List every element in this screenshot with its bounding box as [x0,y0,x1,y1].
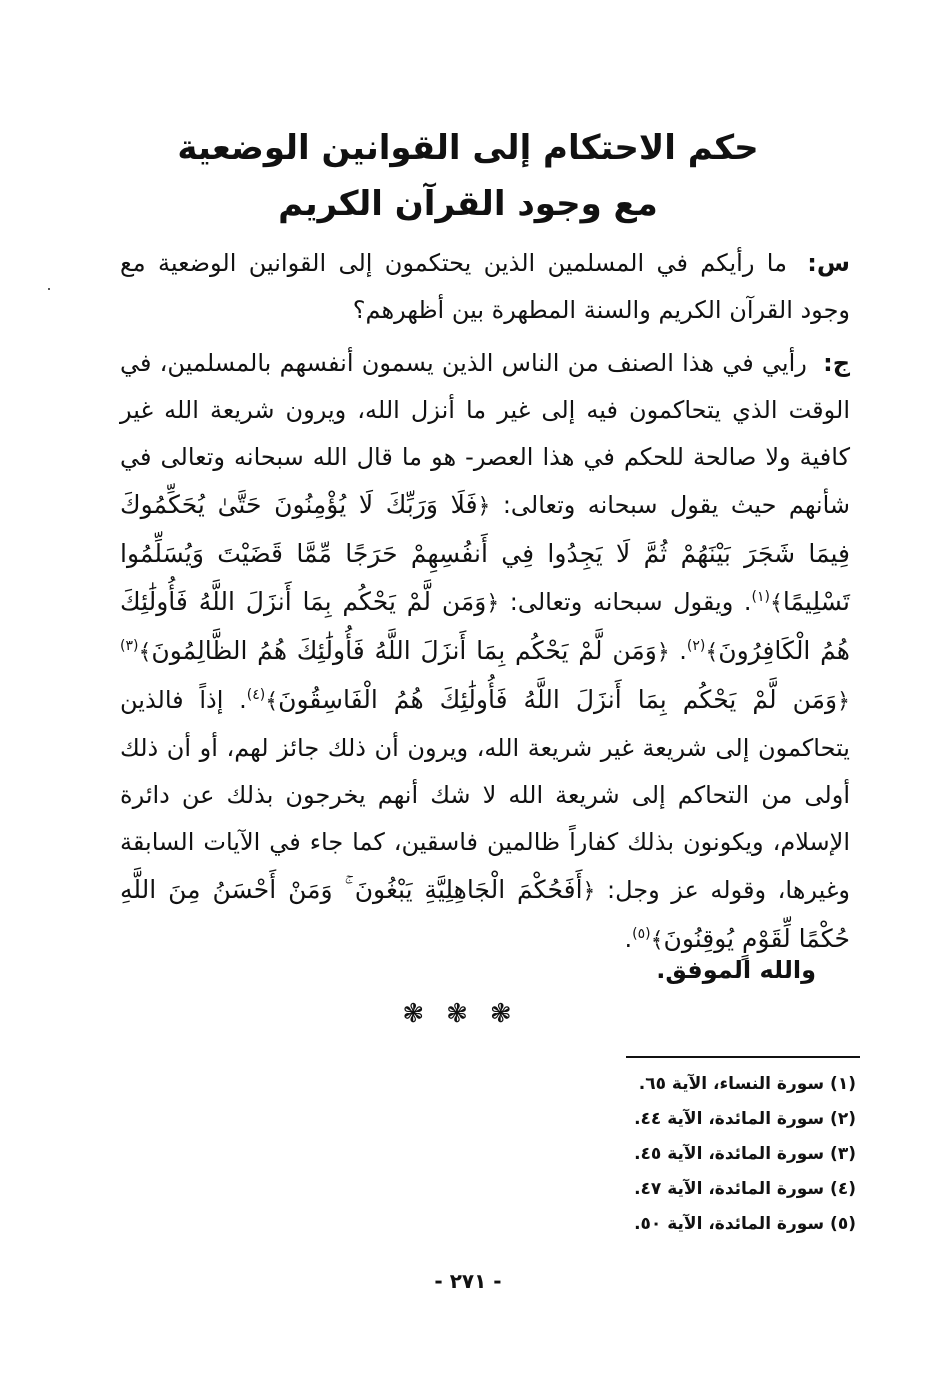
scan-speck [48,288,50,290]
verse-bracket-close: ﴾ [265,689,279,714]
section-separator: ❃❃❃ [402,999,534,1029]
footnote-ref-4: (٤) [246,687,266,703]
answer-paragraph [120,340,850,964]
verse-bracket-open: ﴿ [486,591,500,616]
verse-bracket-close: ﴾ [650,928,664,953]
question-text: ما رأيكم في المسلمين الذين يحتكمون إلى القوانين الوضعية مع وجود القرآن الكريم والسنة المطهرة بين أظهرهم؟ [120,249,850,324]
verse-bracket-close: ﴾ [769,591,783,616]
answer-lead: ج: [823,349,850,377]
page-number: - ٢٧١ - [434,1269,502,1293]
footnote-1: (١) سورة النساء، الآية ٦٥. [638,1074,856,1094]
footnote-ref-1: (١) [751,589,770,605]
answer-part-2: . ويقول سبحانه وتعالى: [509,588,752,616]
footnote-ref-5: (٥) [632,926,651,942]
verse-bracket-open: ﴿ [656,640,670,665]
answer-part-4: . إذاً فالذين يتحاكمون إلى شريعة غير شريعة الله، ويرون أن ذلك جائز لهم، أو أن ذلك أولى من التحاكم إلى شريعة الله لا شك أنهم يخرجون بذلك عن دائرة الإسلام، ويكونون بذلك كفاراً ظالمين فاسقين، كما جاء في الآيات السابقة وغيرها، وقوله عز وجل: [120,686,850,904]
heading-line-2: مع وجود القرآن الكريم [278,184,658,224]
quran-verse-2: وَمَن لَّمْ يَحْكُم بِمَا أَنزَلَ اللَّهُ فَأُولَٰئِكَ هُمُ الْكَافِرُونَ [120,587,850,665]
verse-bracket-open: ﴿ [582,879,596,904]
closing-line: والله الموفق. [656,956,816,984]
quran-verse-1: فَلَا وَرَبِّكَ لَا يُؤْمِنُونَ حَتَّىٰ يُحَكِّمُوكَ فِيمَا شَجَرَ بَيْنَهُمْ ثُمَّ لَا يَجِدُوا فِي أَنفُسِهِمْ حَرَجًا مِّمَّا قَضَيْتَ وَيُسَلِّمُوا تَسْلِيمًا [120,490,850,616]
footnote-divider [626,1056,860,1058]
verse-bracket-close: ﴾ [138,640,152,665]
answer-part-5: . [624,925,633,953]
verse-bracket-open: ﴿ [837,689,850,714]
footnote-3: (٣) سورة المائدة، الآية ٤٥. [634,1144,856,1164]
quran-verse-4: وَمَن لَّمْ يَحْكُم بِمَا أَنزَلَ اللَّهُ فَأُولَٰئِكَ هُمُ الْفَاسِقُونَ [278,685,838,714]
quran-verse-5: أَفَحُكْمَ الْجَاهِلِيَّةِ يَبْغُونَ ۚ وَمَنْ أَحْسَنُ مِنَ اللَّهِ حُكْمًا لِّقَوْمٍ يُوقِنُونَ [120,875,850,953]
footnote-4: (٤) سورة المائدة، الآية ٤٧. [634,1179,856,1199]
verse-bracket-close: ﴾ [705,640,719,665]
verse-bracket-open: ﴿ [477,494,491,519]
footnote-ref-2: (٢) [686,638,706,654]
footnote-5: (٥) سورة المائدة، الآية ٥٠. [634,1214,856,1234]
quran-verse-3: وَمَن لَّمْ يَحْكُم بِمَا أَنزَلَ اللَّهُ فَأُولَٰئِكَ هُمُ الظَّالِمُونَ [151,636,657,665]
heading-line-1: حكم الاحتكام إلى القوانين الوضعية [177,128,759,168]
question-paragraph [120,240,850,334]
answer-part-1: رأيي في هذا الصنف من الناس الذين يسمون أنفسهم بالمسلمين، في الوقت الذي يتحاكمون فيه إلى غير ما أنزل الله، ويرون شريعة الله غير كافية ولا صالحة للحكم في هذا العصر- هو ما قال الله سبحانه وتعالى في شأنهم حيث يقول سبحانه وتعالى: [120,349,850,519]
answer-part-3: . [679,637,687,665]
footnote-2: (٢) سورة المائدة، الآية ٤٤. [634,1109,856,1129]
question-lead: س: [807,249,850,277]
footnote-ref-3: (٣) [120,638,139,654]
footnotes-list [556,1067,856,1242]
